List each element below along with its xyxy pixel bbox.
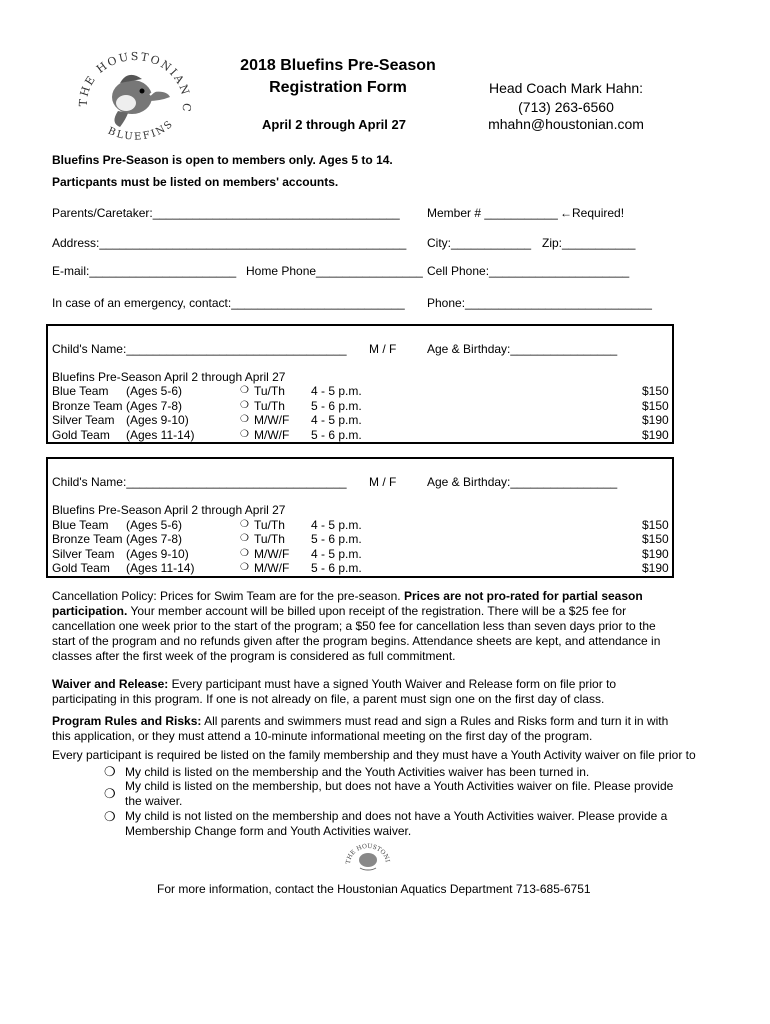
email-field[interactable]: E-mail:______________________ (52, 264, 237, 278)
city-field[interactable]: City:____________ (427, 236, 532, 250)
logo-text-top: THE HOUSTONIAN C (76, 50, 194, 115)
team-price: $150 (642, 384, 669, 398)
team-ages: (Ages 5-6) (126, 384, 183, 398)
radio-icon[interactable]: ❍ (240, 562, 249, 573)
rules-heading: Program Rules and Risks: (52, 714, 202, 728)
waiver-heading: Waiver and Release: (52, 677, 169, 691)
team-ages: (Ages 9-10) (126, 413, 189, 427)
team-ages: (Ages 11-14) (126, 428, 195, 442)
team-time: 4 - 5 p.m. (311, 384, 362, 398)
team-time: 4 - 5 p.m. (311, 547, 362, 561)
child-block-2 (46, 457, 674, 578)
radio-icon[interactable]: ❍ (240, 400, 249, 411)
footer-logo-text: THE HOUSTONI (344, 842, 391, 865)
radio-icon[interactable]: ❍ (240, 429, 249, 440)
coach-name: Head Coach Mark Hahn: (488, 80, 644, 96)
team-time: 5 - 6 p.m. (311, 532, 362, 546)
program-heading: Bluefins Pre-Season April 2 through April 27 (52, 503, 286, 517)
team-name: Blue Team (52, 518, 109, 532)
team-time: 5 - 6 p.m. (311, 399, 362, 413)
cancellation-details: Your member account will be billed upon receipt of the registration. There will be a $25 fee for cancellation one week prior to the start of the program; a $50 fee for cancellation less than seven days prior to the start of the program and no refunds given after the program begins. Attendance sheets are kept, and attendance in classes after the first week of the program is considered as full commitment. (52, 604, 661, 663)
team-price: $150 (642, 518, 669, 532)
cell-phone-field[interactable]: Cell Phone:_____________________ (427, 264, 630, 278)
coach-phone: (713) 263-6560 (518, 99, 614, 115)
team-ages: (Ages 7-8) (126, 532, 183, 546)
membership-requirement: Every participant is required be listed on the family membership and they must have a Youth Activity waiver on file prior to (52, 748, 696, 762)
team-ages: (Ages 11-14) (126, 561, 195, 575)
age-birthday-field[interactable]: Age & Birthday:________________ (427, 475, 618, 489)
team-ages: (Ages 9-10) (126, 547, 189, 561)
houstonian-footer-logo (344, 838, 392, 880)
team-time: 5 - 6 p.m. (311, 428, 362, 442)
checkbox-icon[interactable]: ❍ (104, 786, 116, 801)
team-days: M/W/F (254, 413, 290, 427)
intro-line1: Bluefins Pre-Season is open to members only. Ages 5 to 14. (52, 153, 393, 167)
required-note: ←Required! (560, 206, 625, 220)
waiver-body: Every participant must have a signed Youth Waiver and Release form on file prior to participating in this program. If one is not already on file, a parent must sign one on the first day of class. (52, 677, 617, 706)
logo-text-bottom: BLUEFINS (106, 118, 177, 143)
team-price: $190 (642, 547, 669, 561)
waiver-policy (52, 677, 672, 707)
team-name: Silver Team (52, 413, 115, 427)
member-number-field[interactable]: Member # ___________ (427, 206, 558, 220)
child-name-field[interactable]: Child's Name:_________________________________ (52, 342, 347, 356)
team-ages: (Ages 7-8) (126, 399, 183, 413)
radio-icon[interactable]: ❍ (240, 548, 249, 559)
cancellation-intro: Cancellation Policy: Prices for Swim Team are for the pre-season. (52, 589, 404, 603)
child-block-1 (46, 324, 674, 444)
address-field[interactable]: Address:______________________________________________ (52, 236, 407, 250)
option-2-text: My child is listed on the membership, but does not have a Youth Activities waiver on file. Please provide (125, 779, 674, 793)
team-price: $150 (642, 399, 669, 413)
option-1-text: My child is listed on the membership and the Youth Activities waiver has been turned in. (125, 765, 590, 779)
radio-icon[interactable]: ❍ (240, 385, 249, 396)
team-days: Tu/Th (254, 399, 285, 413)
child-name-field[interactable]: Child's Name:_________________________________ (52, 475, 347, 489)
rules-body: All parents and swimmers must read and sign a Rules and Risks form and turn it in with this application, or they must attend a 10-minute informational meeting on the first day of the program. (52, 714, 669, 743)
team-time: 4 - 5 p.m. (311, 413, 362, 427)
form-title-line2: Registration Form (269, 79, 407, 96)
team-price: $190 (642, 561, 669, 575)
footer-contact: For more information, contact the Houstonian Aquatics Department 713-685-6751 (157, 882, 591, 896)
intro-line2: Particpants must be listed on members' accounts. (52, 175, 339, 189)
cancellation-emphasis: Prices are not pro-rated for partial season participation. (52, 589, 643, 618)
emergency-contact-field[interactable]: In case of an emergency, contact:__________________________ (52, 296, 405, 310)
team-name: Bronze Team (52, 399, 123, 413)
checkbox-icon[interactable]: ❍ (104, 809, 116, 824)
radio-icon[interactable]: ❍ (240, 533, 249, 544)
form-dates: April 2 through April 27 (262, 117, 406, 132)
gender-select[interactable]: M / F (369, 342, 397, 356)
checkbox-icon[interactable]: ❍ (104, 764, 116, 779)
team-time: 4 - 5 p.m. (311, 518, 362, 532)
team-name: Blue Team (52, 384, 109, 398)
team-time: 5 - 6 p.m. (311, 561, 362, 575)
team-name: Silver Team (52, 547, 115, 561)
team-days: M/W/F (254, 547, 290, 561)
parents-field[interactable]: Parents/Caretaker:_____________________________________ (52, 206, 400, 220)
home-phone-field[interactable]: Home Phone________________ (246, 264, 423, 278)
cancellation-policy (52, 589, 672, 664)
team-name: Gold Team (52, 428, 110, 442)
rules-policy (52, 714, 672, 744)
option-3-text-cont: Membership Change form and Youth Activities waiver. (125, 824, 412, 838)
team-name: Bronze Team (52, 532, 123, 546)
form-title-line1: 2018 Bluefins Pre-Season (240, 57, 436, 74)
team-name: Gold Team (52, 561, 110, 575)
radio-icon[interactable]: ❍ (240, 519, 249, 530)
coach-email: mhahn@houstonian.com (488, 116, 644, 132)
houstonian-bluefins-logo (70, 45, 198, 150)
program-heading: Bluefins Pre-Season April 2 through April 27 (52, 370, 286, 384)
team-days: Tu/Th (254, 384, 285, 398)
option-3-text: My child is not listed on the membership and does not have a Youth Activities waiver. Please provide a (125, 809, 668, 823)
radio-icon[interactable]: ❍ (240, 414, 249, 425)
zip-field[interactable]: Zip:___________ (542, 236, 636, 250)
age-birthday-field[interactable]: Age & Birthday:________________ (427, 342, 618, 356)
option-2-text-cont: the waiver. (125, 794, 183, 808)
team-ages: (Ages 5-6) (126, 518, 183, 532)
team-price: $190 (642, 413, 669, 427)
team-days: M/W/F (254, 561, 290, 575)
team-days: Tu/Th (254, 518, 285, 532)
team-days: M/W/F (254, 428, 290, 442)
team-days: Tu/Th (254, 532, 285, 546)
team-price: $190 (642, 428, 669, 442)
team-price: $150 (642, 532, 669, 546)
emergency-phone-field[interactable]: Phone:____________________________ (427, 296, 652, 310)
gender-select[interactable]: M / F (369, 475, 397, 489)
